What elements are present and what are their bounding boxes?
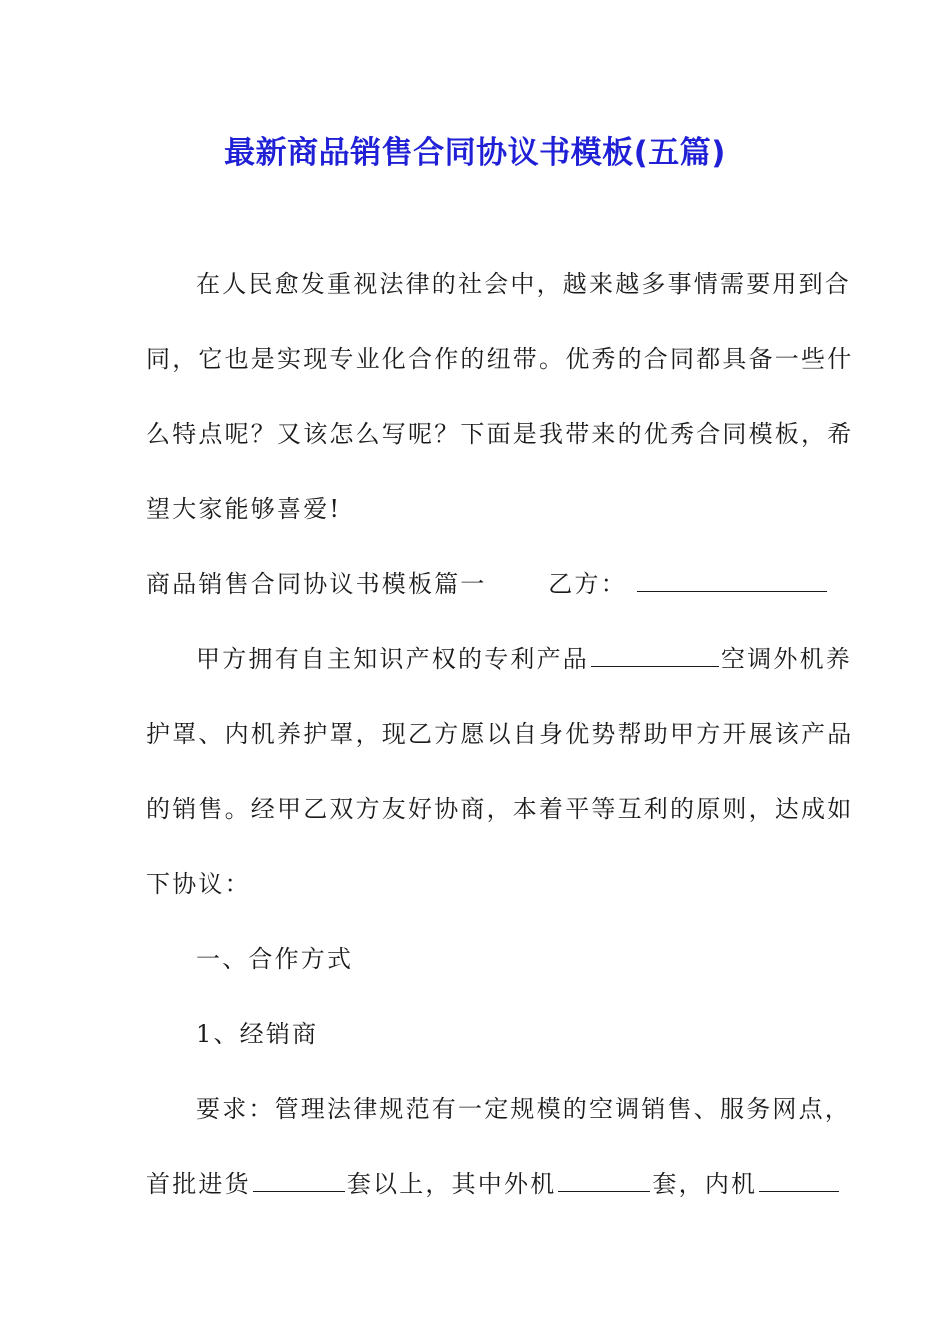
requirements-line-2-part1: 首批进货	[146, 1170, 251, 1198]
intro-line-3: 么特点呢？又该怎么写呢？下面是我带来的优秀合同模板，希	[146, 420, 854, 448]
party-b-label: 乙方：	[548, 570, 627, 598]
paragraph1-line-3: 的销售。经甲乙双方友好协商，本着平等互利的原则，达成如	[146, 795, 854, 823]
outdoor-unit-blank	[558, 1169, 650, 1192]
requirements-line-2-part3: 套，内机	[652, 1170, 758, 1198]
clause1-heading: 一、合作方式	[196, 945, 354, 973]
clause1-sub1: 1、经销商	[196, 1020, 319, 1048]
first-order-blank	[253, 1169, 345, 1192]
paragraph1-line-1-before: 甲方拥有自主知识产权的专利产品	[196, 645, 589, 673]
indoor-unit-blank	[759, 1169, 839, 1192]
intro-line-1: 在人民愈发重视法律的社会中，越来越多事情需要用到合	[196, 270, 851, 298]
section-heading: 商品销售合同协议书模板篇一	[146, 570, 487, 598]
paragraph1-line-1-after: 空调外机养	[721, 645, 852, 673]
section-heading-line	[146, 566, 829, 602]
intro-line-4: 望大家能够喜爱!	[146, 495, 342, 523]
intro-line-2: 同，它也是实现专业化合作的纽带。优秀的合同都具备一些什	[146, 345, 854, 373]
requirements-line-2-part2: 套以上，其中外机	[346, 1170, 557, 1198]
paragraph1-line-2: 护罩、内机养护罩，现乙方愿以自身优势帮助甲方开展该产品	[146, 720, 854, 748]
requirements-line-2	[146, 1166, 841, 1202]
paragraph1-line-4: 下协议：	[146, 870, 251, 898]
document-title: 最新商品销售合同协议书模板(五篇)	[224, 135, 726, 171]
party-b-blank	[637, 569, 827, 592]
requirements-line-1: 要求：管理法律规范有一定规模的空调销售、服务网点，	[196, 1095, 851, 1123]
product-name-blank	[591, 644, 719, 667]
paragraph1-line-1	[196, 641, 852, 677]
